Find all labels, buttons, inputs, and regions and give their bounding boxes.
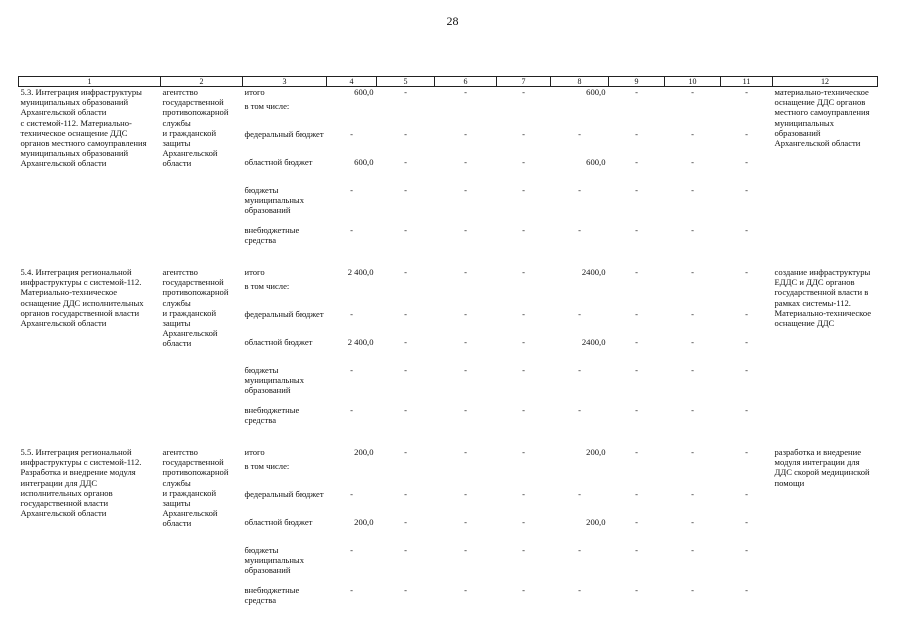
amount-cell: 2 400,0 xyxy=(347,337,374,347)
amount-cell: - xyxy=(404,489,407,499)
amount-cell: - xyxy=(522,157,525,167)
column-header-row xyxy=(19,77,878,87)
amount-cell: - xyxy=(350,489,353,499)
amount-cell: - xyxy=(691,447,694,457)
amount-cell: - xyxy=(691,129,694,139)
amount-cell xyxy=(609,281,665,309)
column-header-cell: 10 xyxy=(665,77,721,87)
amount-cell: - xyxy=(691,517,694,527)
amount-cell: - xyxy=(635,87,638,97)
amount-cell: - xyxy=(635,185,638,195)
funding-source-label: областной бюджет xyxy=(244,337,313,347)
column-header-cell: 6 xyxy=(435,77,497,87)
financing-table xyxy=(18,76,878,613)
amount-cell: - xyxy=(464,185,467,195)
funding-source-label: бюджеты муниципальных образований xyxy=(244,365,304,396)
amount-cell: - xyxy=(578,545,581,555)
table-row xyxy=(19,267,878,281)
amount-cell: - xyxy=(350,585,353,595)
column-header-cell: 2 xyxy=(161,77,243,87)
amount-cell: - xyxy=(464,447,467,457)
amount-cell: - xyxy=(464,309,467,319)
amount-cell xyxy=(551,461,609,489)
amount-cell: - xyxy=(635,405,638,415)
amount-cell: - xyxy=(578,185,581,195)
amount-cell: 600,0 xyxy=(586,87,606,97)
amount-cell: - xyxy=(745,309,748,319)
amount-cell: - xyxy=(745,185,748,195)
column-header-cell: 9 xyxy=(609,77,665,87)
funding-source-label: внебюджетные средства xyxy=(244,585,300,606)
amount-cell: - xyxy=(578,585,581,595)
amount-cell: - xyxy=(635,517,638,527)
amount-cell: - xyxy=(691,87,694,97)
amount-cell: - xyxy=(578,405,581,415)
amount-cell: - xyxy=(745,585,748,595)
amount-cell xyxy=(665,281,721,309)
amount-cell: - xyxy=(522,517,525,527)
amount-cell: - xyxy=(578,365,581,375)
amount-cell: - xyxy=(522,585,525,595)
table-row xyxy=(19,447,878,461)
amount-cell: - xyxy=(404,157,407,167)
amount-cell: - xyxy=(404,585,407,595)
amount-cell: - xyxy=(404,447,407,457)
amount-cell: - xyxy=(464,225,467,235)
amount-cell: - xyxy=(404,225,407,235)
funding-source-label: федеральный бюджет xyxy=(244,129,324,139)
amount-cell xyxy=(665,101,721,129)
amount-cell: - xyxy=(635,129,638,139)
amount-cell xyxy=(665,461,721,489)
amount-cell: 2400,0 xyxy=(581,337,606,347)
column-header-cell: 12 xyxy=(773,77,878,87)
amount-cell: - xyxy=(635,489,638,499)
amount-cell: - xyxy=(464,365,467,375)
amount-cell xyxy=(377,461,435,489)
amount-cell: - xyxy=(745,447,748,457)
column-header-cell: 8 xyxy=(551,77,609,87)
page-number: 28 xyxy=(446,14,459,28)
amount-cell: - xyxy=(522,489,525,499)
funding-source-label: бюджеты муниципальных образований xyxy=(244,545,304,576)
column-header-cell: 5 xyxy=(377,77,435,87)
amount-cell: - xyxy=(522,87,525,97)
column-header-cell: 4 xyxy=(327,77,377,87)
amount-cell: - xyxy=(404,185,407,195)
funding-source-label: итого xyxy=(244,267,265,277)
funding-source-label: в том числе: xyxy=(244,461,290,471)
amount-cell: - xyxy=(404,337,407,347)
amount-cell: - xyxy=(464,129,467,139)
amount-cell: - xyxy=(691,309,694,319)
amount-cell: 600,0 xyxy=(354,157,374,167)
funding-source-label: федеральный бюджет xyxy=(244,309,324,319)
amount-cell: - xyxy=(404,309,407,319)
amount-cell: - xyxy=(691,337,694,347)
amount-cell: - xyxy=(464,585,467,595)
funding-source-label: федеральный бюджет xyxy=(244,489,324,499)
amount-cell: - xyxy=(522,337,525,347)
amount-cell: - xyxy=(350,545,353,555)
amount-cell xyxy=(497,281,551,309)
amount-cell: - xyxy=(691,585,694,595)
amount-cell: 600,0 xyxy=(586,157,606,167)
amount-cell: 2 400,0 xyxy=(347,267,374,277)
funding-source-label: областной бюджет xyxy=(244,517,313,527)
funding-source-label: внебюджетные средства xyxy=(244,225,300,246)
section-gap-cell xyxy=(19,253,878,267)
amount-cell: - xyxy=(522,129,525,139)
amount-cell: - xyxy=(350,309,353,319)
column-header-cell: 11 xyxy=(721,77,773,87)
amount-cell xyxy=(497,461,551,489)
amount-cell: - xyxy=(464,337,467,347)
amount-cell: 600,0 xyxy=(354,87,374,97)
amount-cell: - xyxy=(522,267,525,277)
amount-cell: - xyxy=(350,129,353,139)
amount-cell: - xyxy=(635,267,638,277)
funding-source-label: в том числе: xyxy=(244,101,290,111)
amount-cell: - xyxy=(522,447,525,457)
amount-cell: - xyxy=(464,157,467,167)
amount-cell: - xyxy=(522,185,525,195)
amount-cell: - xyxy=(578,129,581,139)
amount-cell: - xyxy=(635,365,638,375)
expected-result-cell: материально-техническое оснащение ДДС органов местного самоуправления муниципальных образований Архангельской области xyxy=(774,87,870,149)
amount-cell xyxy=(327,461,377,489)
amount-cell: - xyxy=(691,545,694,555)
amount-cell xyxy=(435,461,497,489)
amount-cell: - xyxy=(745,129,748,139)
amount-cell xyxy=(609,101,665,129)
amount-cell: - xyxy=(635,309,638,319)
measure-name-cell: 5.4. Интеграция региональной инфраструктуры с системой-112. Материально-техническое оснащение ДДС исполнительных органов государственной власти Архангельской области xyxy=(20,267,144,329)
amount-cell: - xyxy=(522,225,525,235)
amount-cell: - xyxy=(404,267,407,277)
amount-cell: - xyxy=(745,517,748,527)
amount-cell: - xyxy=(578,225,581,235)
amount-cell: - xyxy=(691,489,694,499)
executor-cell: агентство государственной противопожарной службы и гражданской защиты Архангельской области xyxy=(162,447,229,529)
amount-cell: - xyxy=(404,405,407,415)
amount-cell xyxy=(327,101,377,129)
amount-cell: - xyxy=(464,489,467,499)
amount-cell: - xyxy=(691,267,694,277)
amount-cell xyxy=(721,281,773,309)
amount-cell: - xyxy=(691,225,694,235)
amount-cell xyxy=(377,281,435,309)
amount-cell: - xyxy=(464,517,467,527)
amount-cell: - xyxy=(635,225,638,235)
section-gap xyxy=(19,433,878,447)
amount-cell: - xyxy=(635,545,638,555)
amount-cell xyxy=(551,101,609,129)
amount-cell: - xyxy=(404,365,407,375)
section-gap-cell xyxy=(19,433,878,447)
funding-source-label: итого xyxy=(244,87,265,97)
amount-cell: - xyxy=(350,405,353,415)
amount-cell: - xyxy=(522,545,525,555)
expected-result-cell: разработка и внедрение модуля интеграции для ДДС скорой медицинской помощи xyxy=(774,447,870,488)
amount-cell: - xyxy=(578,489,581,499)
expected-result-cell: создание инфраструктуры ЕДДС и ДДС органов государственной власти в рамках системы-112. Материально-техническое оснащение ДДС xyxy=(774,267,872,329)
section-gap xyxy=(19,253,878,267)
amount-cell: - xyxy=(691,365,694,375)
amount-cell: - xyxy=(745,87,748,97)
executor-cell: агентство государственной противопожарной службы и гражданской защиты Архангельской области xyxy=(162,87,229,169)
column-header-cell: 7 xyxy=(497,77,551,87)
amount-cell: - xyxy=(635,337,638,347)
amount-cell: - xyxy=(635,447,638,457)
funding-source-label: внебюджетные средства xyxy=(244,405,300,426)
amount-cell: - xyxy=(578,309,581,319)
amount-cell: - xyxy=(350,225,353,235)
amount-cell xyxy=(551,281,609,309)
amount-cell: - xyxy=(350,365,353,375)
amount-cell: - xyxy=(635,157,638,167)
amount-cell: - xyxy=(691,185,694,195)
funding-source-label: бюджеты муниципальных образований xyxy=(244,185,304,216)
amount-cell: - xyxy=(404,545,407,555)
amount-cell: - xyxy=(522,309,525,319)
column-header-cell: 1 xyxy=(19,77,161,87)
amount-cell xyxy=(497,101,551,129)
amount-cell: - xyxy=(464,405,467,415)
amount-cell: - xyxy=(464,545,467,555)
amount-cell: - xyxy=(404,87,407,97)
measure-name-cell: 5.5. Интеграция региональной инфраструктуры с системой-112. Разработка и внедрение модуля интеграции для ДДС исполнительных органов государственной власти Архангельской области xyxy=(20,447,142,519)
amount-cell: - xyxy=(635,585,638,595)
amount-cell: - xyxy=(691,157,694,167)
amount-cell xyxy=(327,281,377,309)
amount-cell: - xyxy=(745,337,748,347)
amount-cell xyxy=(721,461,773,489)
executor-cell: агентство государственной противопожарной службы и гражданской защиты Архангельской области xyxy=(162,267,229,349)
amount-cell: - xyxy=(522,405,525,415)
amount-cell: - xyxy=(745,365,748,375)
amount-cell xyxy=(377,101,435,129)
amount-cell: - xyxy=(522,365,525,375)
amount-cell: - xyxy=(691,405,694,415)
amount-cell: - xyxy=(745,545,748,555)
amount-cell xyxy=(435,101,497,129)
amount-cell: 200,0 xyxy=(354,517,374,527)
amount-cell: - xyxy=(745,405,748,415)
amount-cell: - xyxy=(404,129,407,139)
amount-cell: 2400,0 xyxy=(581,267,606,277)
amount-cell: - xyxy=(745,489,748,499)
amount-cell: - xyxy=(745,267,748,277)
amount-cell xyxy=(435,281,497,309)
amount-cell: 200,0 xyxy=(586,517,606,527)
amount-cell: 200,0 xyxy=(354,447,374,457)
amount-cell xyxy=(721,101,773,129)
funding-source-label: областной бюджет xyxy=(244,157,313,167)
amount-cell: - xyxy=(464,267,467,277)
amount-cell: - xyxy=(745,157,748,167)
table-row xyxy=(19,87,878,102)
amount-cell: - xyxy=(464,87,467,97)
amount-cell: 200,0 xyxy=(586,447,606,457)
funding-source-label: в том числе: xyxy=(244,281,290,291)
measure-name-cell: 5.3. Интеграция инфраструктуры муниципальных образований Архангельской области с системой-112. Материально-техническое оснащение ДДС органов местного самоуправления муниципальных образований Архангельской области xyxy=(20,87,147,169)
amount-cell: - xyxy=(745,225,748,235)
amount-cell: - xyxy=(404,517,407,527)
column-header-cell: 3 xyxy=(243,77,327,87)
amount-cell: - xyxy=(350,185,353,195)
funding-source-label: итого xyxy=(244,447,265,457)
amount-cell xyxy=(609,461,665,489)
